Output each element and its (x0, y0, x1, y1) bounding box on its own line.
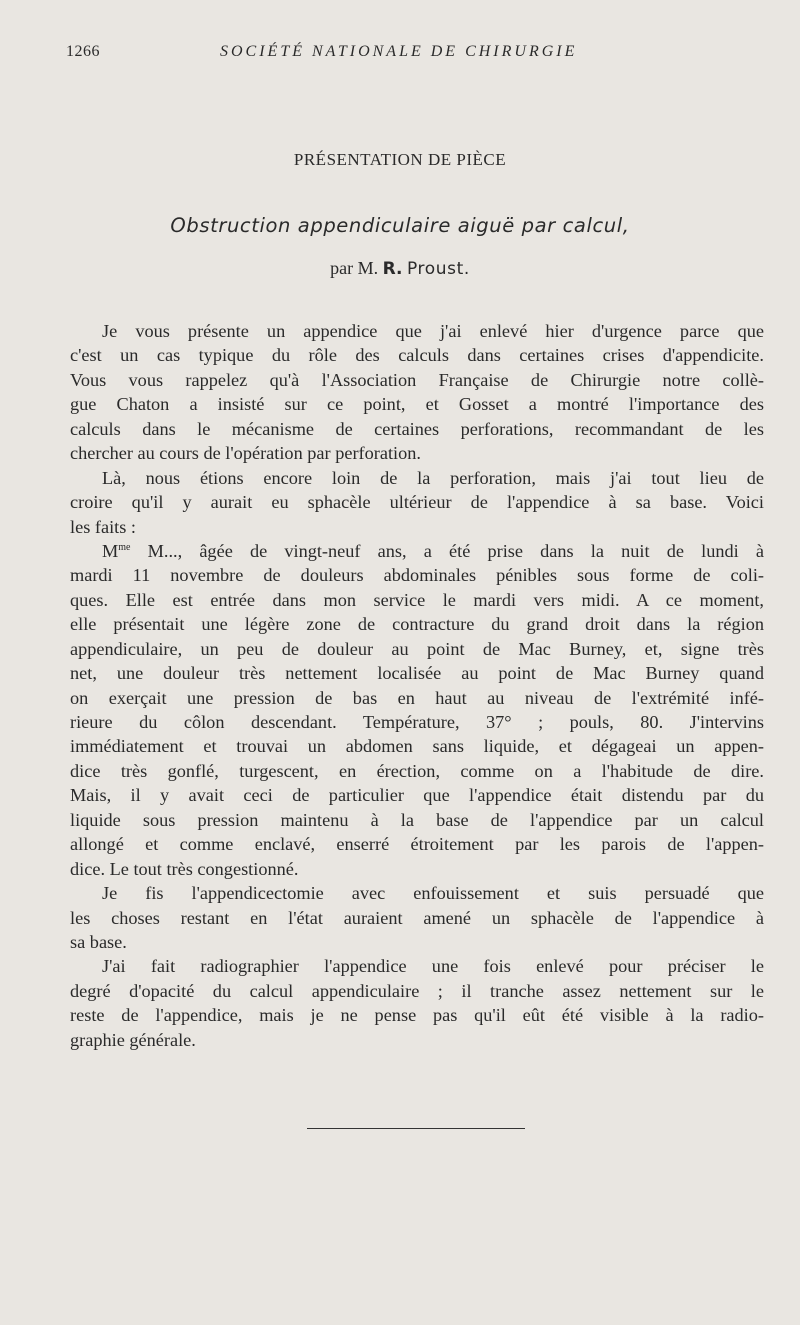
byline-prefix: par M. (330, 258, 379, 278)
body-line: Mais, il y avait ceci de particulier que l'appendice était distendu par du (70, 785, 764, 806)
body-line: immédiatement et trouvai un abdomen sans liquide, et dégageai un appen- (70, 736, 764, 757)
body-line: graphie générale. (70, 1029, 196, 1050)
running-head: SOCIÉTÉ NATIONALE DE CHIRURGIE (220, 43, 578, 60)
byline (0, 258, 800, 279)
body-line: net, une douleur très nettement localisée au point de Mac Burney quand (70, 663, 764, 684)
body-line: elle présentait une légère zone de contracture du grand droit dans la région (70, 614, 764, 635)
body-line: Je vous présente un appendice que j'ai enlevé hier d'urgence parce que (102, 321, 764, 341)
body-line: gue Chaton a insisté sur ce point, et Gosset a montré l'importance des (70, 394, 764, 415)
body-line: mardi 11 novembre de douleurs abdominales pénibles sous forme de coli- (70, 565, 764, 586)
body-line: Vous vous rappelez qu'à l'Association Française de Chirurgie notre collè- (70, 369, 764, 390)
body-line: dice très gonflé, turgescent, en érection, comme on a l'habitude de dire. (70, 760, 764, 781)
body-line: J'ai fait radiographier l'appendice une fois enlevé pour préciser le (102, 956, 764, 977)
body-line: on exerçait une pression de bas en haut au niveau de l'extrémité infé- (70, 687, 764, 708)
body-line: degré d'opacité du calcul appendiculaire ; il tranche assez nettement sur le (70, 980, 764, 1001)
byline-surname: Proust. (407, 259, 470, 279)
body-line (70, 539, 764, 563)
article-title: Obstruction appendiculaire aiguë par calcul, (170, 214, 630, 237)
byline-initial: R. (382, 259, 403, 279)
body-line: chercher au cours de l'opération par perforation. (70, 443, 421, 464)
body-line: liquide sous pression maintenu à la base de l'appendice par un calcul (70, 809, 764, 830)
article-body (70, 319, 764, 1052)
body-line: croire qu'il y aurait eu sphacèle ultérieur de l'appendice à sa base. Voici (70, 492, 764, 513)
body-line: allongé et comme enclavé, enserré étroitement par les parois de l'appen- (70, 834, 764, 855)
body-line: ques. Elle est entrée dans mon service le mardi vers midi. A ce moment, (70, 589, 764, 610)
body-line: Je fis l'appendicectomie avec enfouissement et suis persuadé que (102, 883, 764, 904)
body-line: les choses restant en l'état auraient amené un sphacèle de l'appendice à (70, 907, 764, 928)
body-line: reste de l'appendice, mais je ne pense pas qu'il eût été visible à la radio- (70, 1005, 764, 1026)
body-line: les faits : (70, 516, 137, 537)
body-line: appendiculaire, un peu de douleur au point de Mac Burney, et, signe très (70, 638, 764, 659)
page-number: 1266 (66, 43, 100, 60)
body-line: sa base. (70, 931, 127, 952)
body-line: Là, nous étions encore loin de la perforation, mais j'ai tout lieu de (102, 467, 764, 488)
section-heading: PRÉSENTATION DE PIÈCE (293, 150, 507, 169)
body-line-rest: M..., âgée de vingt-neuf ans, a été prise dans la nuit de lundi à (130, 540, 764, 561)
honorific-superscript: me (118, 541, 131, 553)
body-line: calculs dans le mécanisme de certaines perforations, recommandant de les (70, 418, 764, 439)
section-end-rule (307, 1128, 525, 1129)
body-line: c'est un cas typique du rôle des calculs dans certaines crises d'appendicite. (70, 345, 764, 366)
body-line: rieure du côlon descendant. Température, 37° ; pouls, 80. J'intervins (70, 712, 764, 732)
body-line: dice. Le tout très congestionné. (70, 858, 299, 879)
honorific: M (102, 540, 119, 561)
